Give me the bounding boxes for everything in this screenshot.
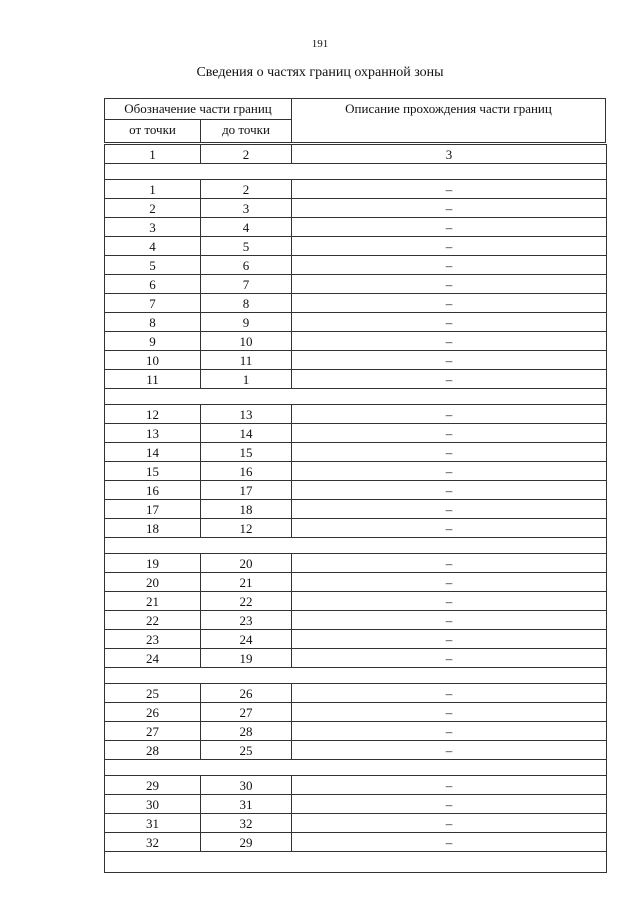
table-row — [105, 684, 607, 703]
description-cell: – — [292, 256, 607, 275]
description-cell: – — [292, 351, 607, 370]
description-cell: – — [292, 405, 607, 424]
table-row — [105, 500, 607, 519]
table-row — [105, 649, 607, 668]
to-point-cell: 7 — [201, 275, 292, 294]
header-description: Описание прохождения части границ — [291, 98, 606, 143]
to-point-cell: 19 — [201, 649, 292, 668]
from-point-cell: 11 — [105, 370, 201, 389]
end-cell — [105, 852, 607, 873]
description-cell: – — [292, 703, 607, 722]
description-cell: – — [292, 573, 607, 592]
from-point-cell: 17 — [105, 500, 201, 519]
table-row — [105, 405, 607, 424]
from-point-cell: 30 — [105, 795, 201, 814]
separator-cell — [105, 760, 607, 776]
to-point-cell: 10 — [201, 332, 292, 351]
to-point-cell: 24 — [201, 630, 292, 649]
from-point-cell: 31 — [105, 814, 201, 833]
description-cell: – — [292, 500, 607, 519]
description-cell: – — [292, 199, 607, 218]
from-point-cell: 29 — [105, 776, 201, 795]
from-point-cell: 26 — [105, 703, 201, 722]
description-cell: – — [292, 218, 607, 237]
description-cell: – — [292, 795, 607, 814]
from-point-cell: 1 — [105, 180, 201, 199]
to-point-cell: 8 — [201, 294, 292, 313]
table-row — [105, 256, 607, 275]
table-row — [105, 741, 607, 760]
header-boundary-part: Обозначение части границ — [104, 98, 292, 120]
table-row — [105, 703, 607, 722]
table-row — [105, 370, 607, 389]
from-point-cell: 20 — [105, 573, 201, 592]
from-point-cell: 9 — [105, 332, 201, 351]
table-row — [105, 795, 607, 814]
description-cell: – — [292, 722, 607, 741]
table-row — [105, 180, 607, 199]
to-point-cell: 14 — [201, 424, 292, 443]
table-row — [105, 351, 607, 370]
description-cell: – — [292, 554, 607, 573]
description-cell: – — [292, 833, 607, 852]
to-point-cell: 4 — [201, 218, 292, 237]
header-to-point: до точки — [200, 119, 292, 143]
description-cell: – — [292, 180, 607, 199]
table-row — [105, 294, 607, 313]
from-point-cell: 4 — [105, 237, 201, 256]
to-point-cell: 12 — [201, 519, 292, 538]
table-row — [105, 592, 607, 611]
from-point-cell: 5 — [105, 256, 201, 275]
table-row — [105, 332, 607, 351]
description-cell: – — [292, 294, 607, 313]
column-number: 3 — [292, 145, 607, 164]
to-point-cell: 27 — [201, 703, 292, 722]
boundary-table — [104, 144, 607, 873]
from-point-cell: 2 — [105, 199, 201, 218]
from-point-cell: 18 — [105, 519, 201, 538]
table-row — [105, 313, 607, 332]
column-number: 2 — [201, 145, 292, 164]
description-cell: – — [292, 776, 607, 795]
description-cell: – — [292, 237, 607, 256]
description-cell: – — [292, 332, 607, 351]
from-point-cell: 10 — [105, 351, 201, 370]
description-cell: – — [292, 481, 607, 500]
table-row — [105, 519, 607, 538]
table-row — [105, 573, 607, 592]
to-point-cell: 23 — [201, 611, 292, 630]
table-row — [105, 611, 607, 630]
description-cell: – — [292, 462, 607, 481]
from-point-cell: 6 — [105, 275, 201, 294]
separator-cell — [105, 389, 607, 405]
page-number: 191 — [311, 38, 329, 50]
table-row — [105, 833, 607, 852]
from-point-cell: 13 — [105, 424, 201, 443]
to-point-cell: 17 — [201, 481, 292, 500]
group-separator-row — [105, 538, 607, 554]
group-separator-row — [105, 760, 607, 776]
separator-cell — [105, 164, 607, 180]
to-point-cell: 15 — [201, 443, 292, 462]
description-cell: – — [292, 313, 607, 332]
group-separator-row — [105, 389, 607, 405]
from-point-cell: 27 — [105, 722, 201, 741]
table-row — [105, 814, 607, 833]
table-end-row — [105, 852, 607, 873]
from-point-cell: 22 — [105, 611, 201, 630]
separator-cell — [105, 538, 607, 554]
description-cell: – — [292, 370, 607, 389]
from-point-cell: 28 — [105, 741, 201, 760]
to-point-cell: 9 — [201, 313, 292, 332]
from-point-cell: 8 — [105, 313, 201, 332]
to-point-cell: 31 — [201, 795, 292, 814]
table-row — [105, 630, 607, 649]
document-title: Сведения о частях границ охранной зоны — [196, 65, 444, 80]
to-point-cell: 20 — [201, 554, 292, 573]
to-point-cell: 5 — [201, 237, 292, 256]
to-point-cell: 29 — [201, 833, 292, 852]
to-point-cell: 3 — [201, 199, 292, 218]
group-separator-row — [105, 668, 607, 684]
table-row — [105, 218, 607, 237]
from-point-cell: 21 — [105, 592, 201, 611]
description-cell: – — [292, 592, 607, 611]
to-point-cell: 21 — [201, 573, 292, 592]
from-point-cell: 3 — [105, 218, 201, 237]
to-point-cell: 30 — [201, 776, 292, 795]
to-point-cell: 18 — [201, 500, 292, 519]
description-cell: – — [292, 630, 607, 649]
from-point-cell: 24 — [105, 649, 201, 668]
from-point-cell: 16 — [105, 481, 201, 500]
to-point-cell: 16 — [201, 462, 292, 481]
boundary-table-body — [105, 145, 607, 873]
description-cell: – — [292, 649, 607, 668]
to-point-cell: 22 — [201, 592, 292, 611]
table-row — [105, 722, 607, 741]
column-number-row — [105, 145, 607, 164]
group-separator-row — [105, 164, 607, 180]
from-point-cell: 32 — [105, 833, 201, 852]
column-number: 1 — [105, 145, 201, 164]
from-point-cell: 19 — [105, 554, 201, 573]
description-cell: – — [292, 741, 607, 760]
from-point-cell: 25 — [105, 684, 201, 703]
to-point-cell: 11 — [201, 351, 292, 370]
description-cell: – — [292, 814, 607, 833]
description-cell: – — [292, 684, 607, 703]
from-point-cell: 12 — [105, 405, 201, 424]
table-header — [104, 98, 606, 143]
description-cell: – — [292, 519, 607, 538]
table-row — [105, 481, 607, 500]
to-point-cell: 28 — [201, 722, 292, 741]
table-row — [105, 275, 607, 294]
to-point-cell: 6 — [201, 256, 292, 275]
table-row — [105, 776, 607, 795]
table-row — [105, 424, 607, 443]
table-row — [105, 554, 607, 573]
description-cell: – — [292, 424, 607, 443]
table-row — [105, 443, 607, 462]
from-point-cell: 23 — [105, 630, 201, 649]
from-point-cell: 15 — [105, 462, 201, 481]
from-point-cell: 14 — [105, 443, 201, 462]
table-row — [105, 462, 607, 481]
to-point-cell: 2 — [201, 180, 292, 199]
to-point-cell: 32 — [201, 814, 292, 833]
description-cell: – — [292, 443, 607, 462]
from-point-cell: 7 — [105, 294, 201, 313]
table-row — [105, 237, 607, 256]
description-cell: – — [292, 611, 607, 630]
to-point-cell: 25 — [201, 741, 292, 760]
table-row — [105, 199, 607, 218]
to-point-cell: 13 — [201, 405, 292, 424]
description-cell: – — [292, 275, 607, 294]
to-point-cell: 26 — [201, 684, 292, 703]
header-from-point: от точки — [104, 119, 201, 143]
to-point-cell: 1 — [201, 370, 292, 389]
separator-cell — [105, 668, 607, 684]
